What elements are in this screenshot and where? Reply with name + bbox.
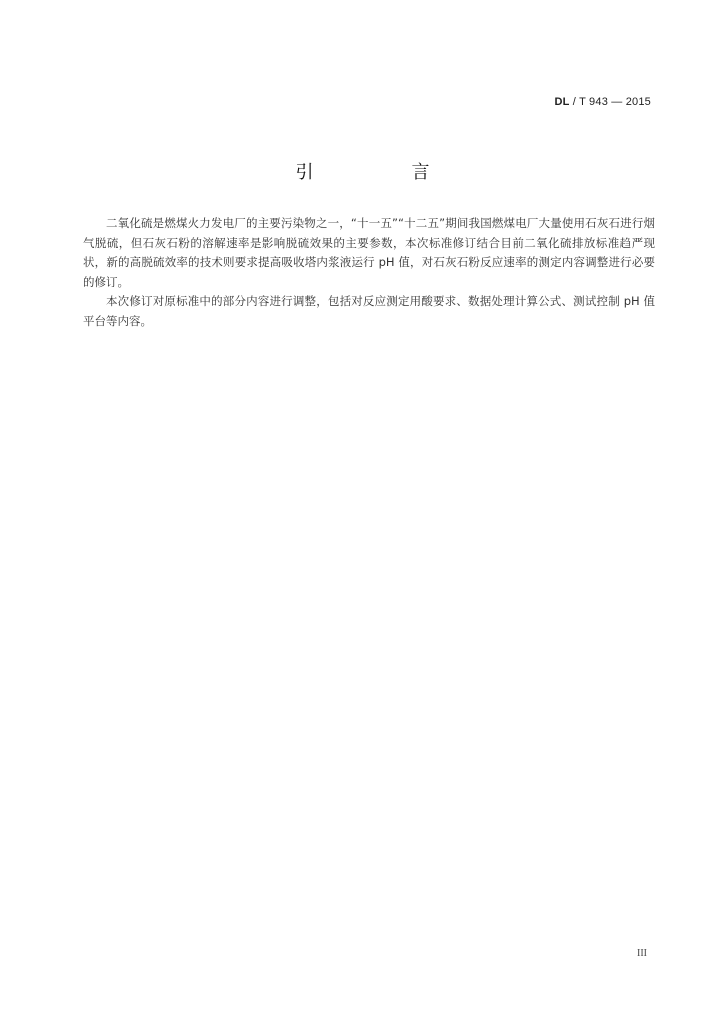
page-number: III: [637, 948, 647, 959]
introduction-body: [83, 214, 655, 331]
standard-code-number: / T 943 — 2015: [569, 96, 651, 108]
paragraph-1: 二氧化硫是燃煤火力发电厂的主要污染物之一，“十一五”“十二五”期间我国燃煤电厂大量使用石灰石进行烟气脱硫，但石灰石粉的溶解速率是影响脱硫效果的主要参数，本次标准修订结合目前二氧化硫排放标准趋严现状，新的高脱硫效率的技术则要求提高吸收塔内浆液运行 pH 值，对石灰石粉反应速率的测定内容调整进行必要的修订。: [83, 216, 655, 289]
standard-code-prefix: DL: [554, 96, 570, 108]
paragraph-2: 本次修订对原标准中的部分内容进行调整，包括对反应测定用酸要求、数据处理计算公式、测试控制 pH 值平台等内容。: [83, 294, 655, 328]
page-title: 引 言: [295, 162, 470, 183]
standard-code: [554, 96, 651, 108]
